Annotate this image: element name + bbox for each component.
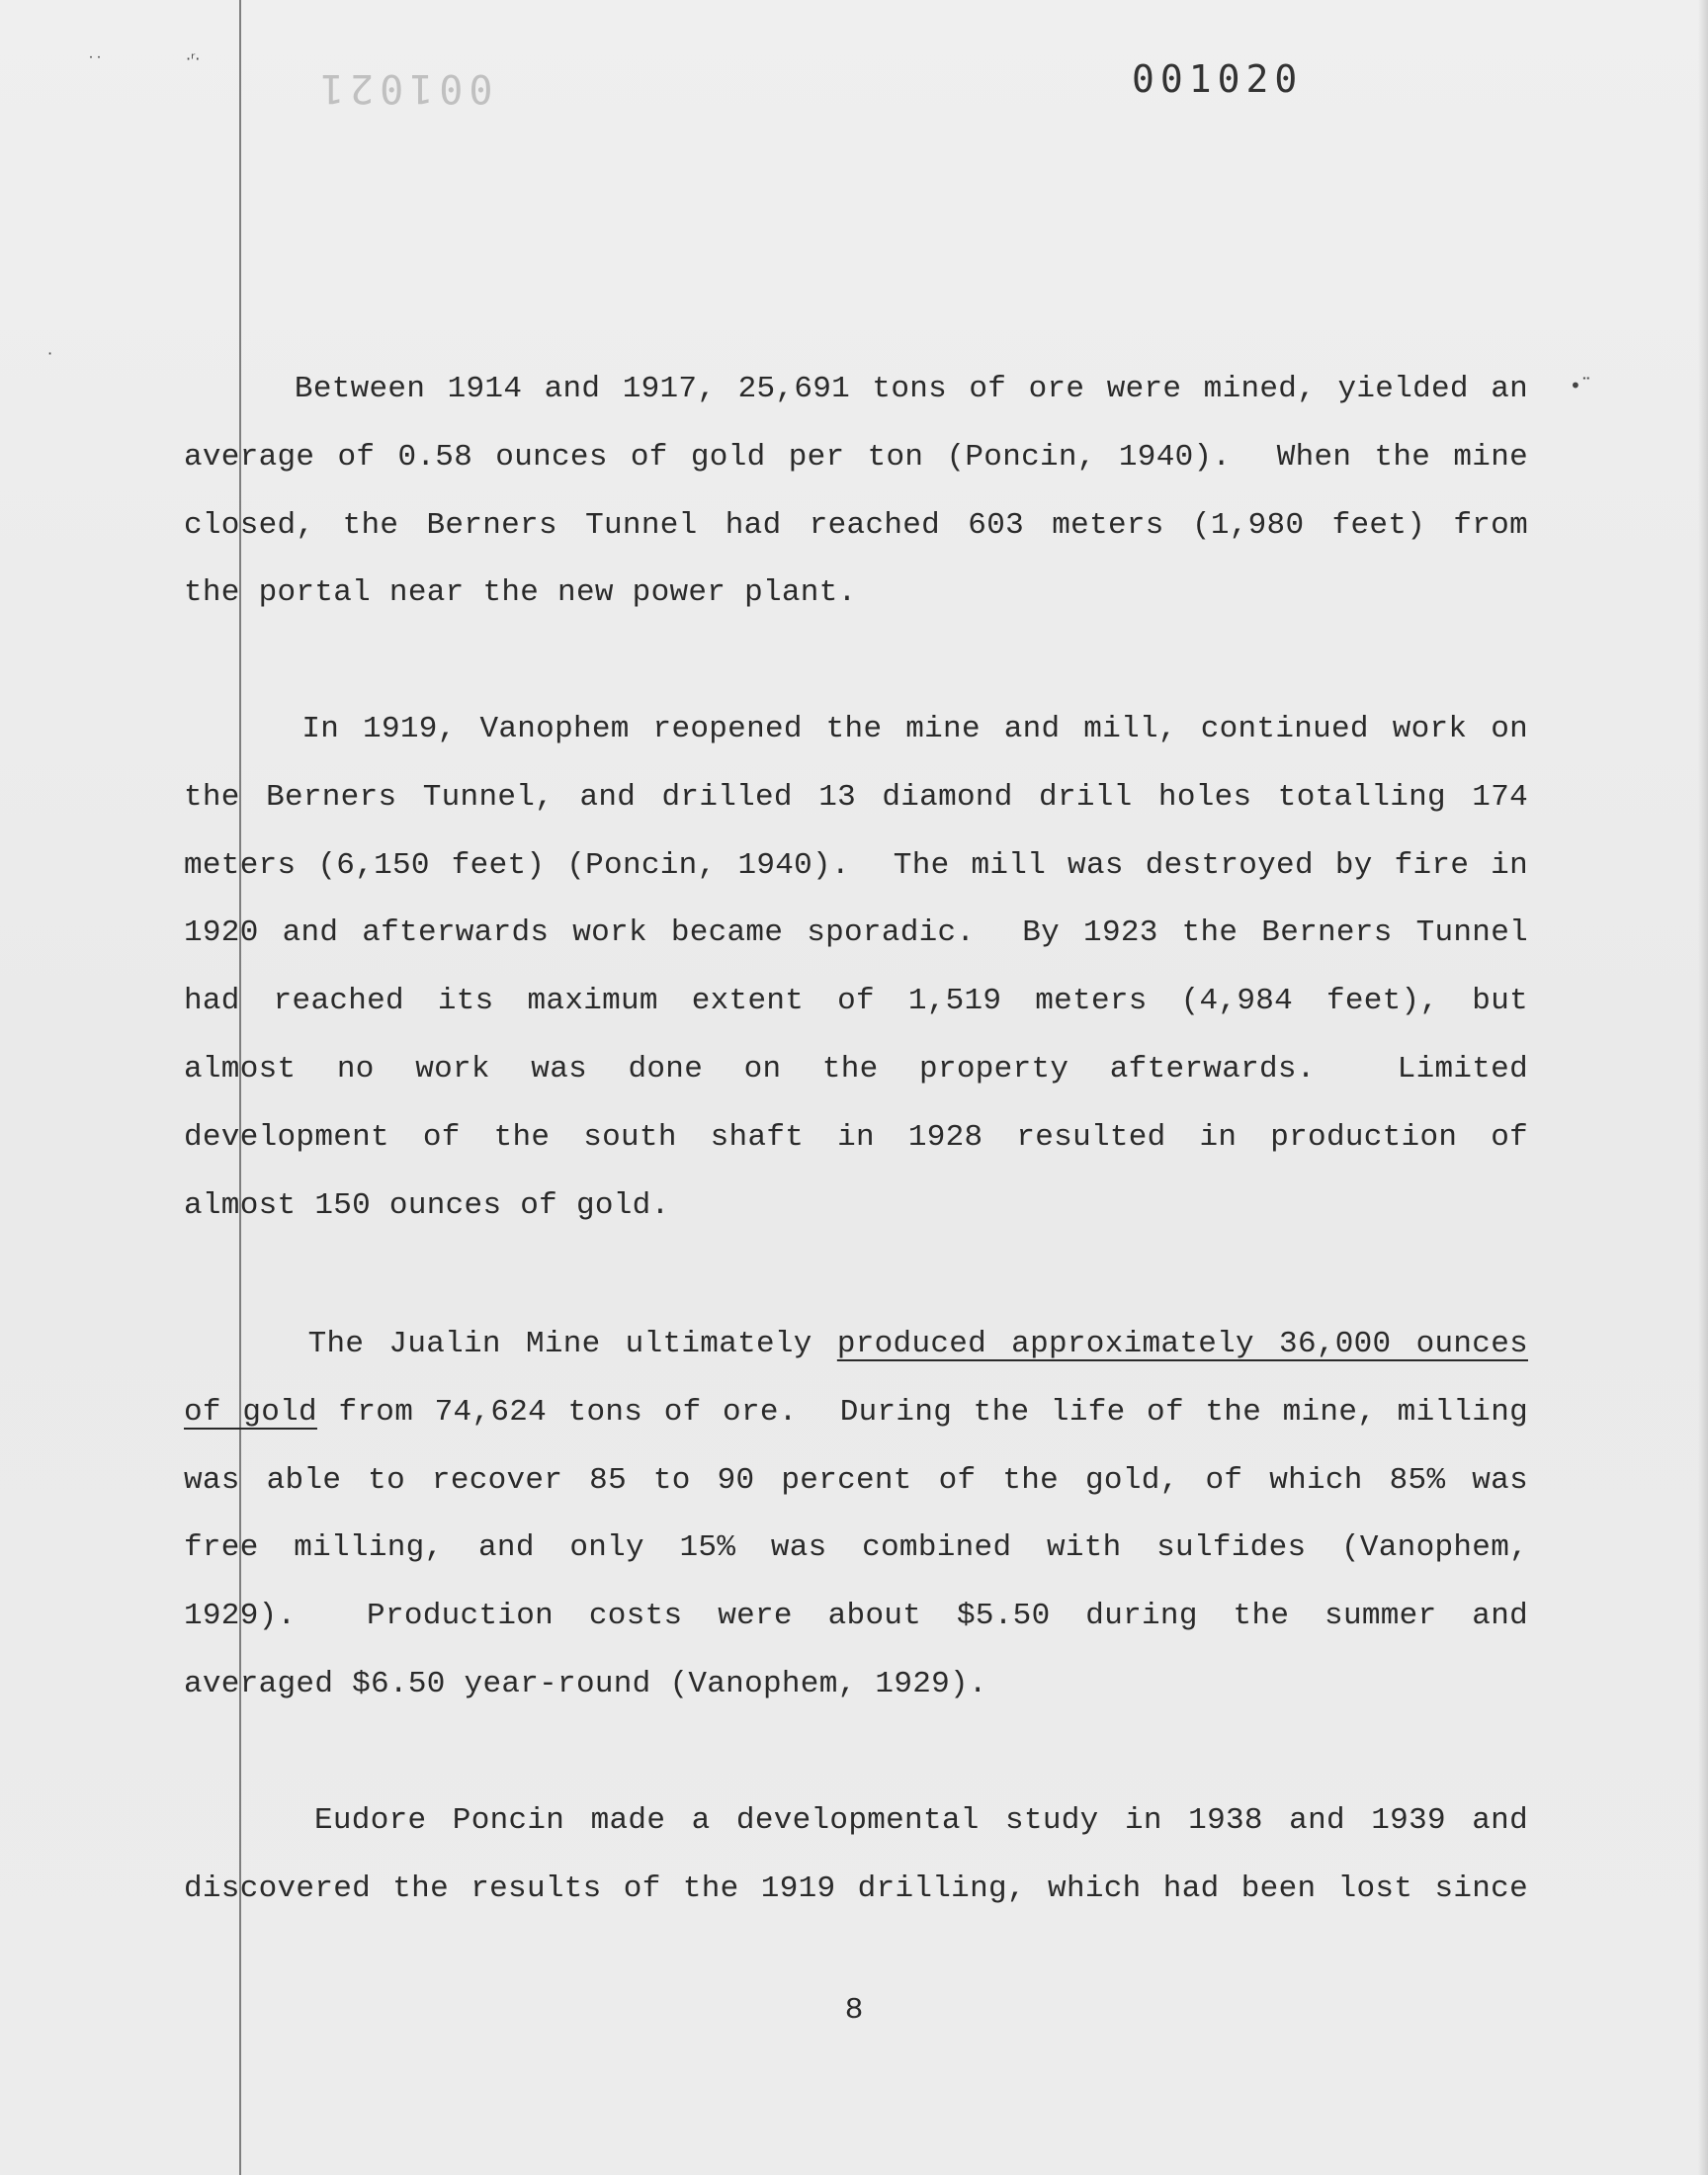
text-line: Eudore Poncin made a developmental study in 1938 and 1939 and (184, 1803, 1528, 1838)
page-number: 8 (844, 1993, 864, 2028)
text-line: the Berners Tunnel, and drilled 13 diamond drill holes totalling 174 (184, 779, 1528, 815)
bleed-through-document-number: 001021 (314, 65, 493, 111)
text-line (184, 1379, 1528, 1447)
text-line: 1929). Production costs were about $5.50 during the summer and (184, 1599, 1528, 1634)
text-line: almost 150 ounces of gold. (184, 1187, 670, 1223)
text-line: had reached its maximum extent of 1,519 meters (4,984 feet), but (184, 984, 1528, 1019)
text-line: 1920 and afterwards work became sporadic. By 1923 the Berners Tunnel (184, 915, 1528, 951)
text-line: meters (6,150 feet) (Poncin, 1940). The mill was destroyed by fire in (184, 847, 1528, 883)
text-line: the portal near the new power plant. (184, 575, 857, 611)
scan-speck: · (47, 344, 53, 363)
scan-speck: •¨ (1570, 374, 1591, 397)
paragraph-1 (184, 356, 1528, 628)
text-line: Between 1914 and 1917, 25,691 tons of ore were mined, yielded an (184, 372, 1528, 406)
underlined-text: produced approximately 36,000 ounces (836, 1327, 1528, 1361)
paragraph-2 (184, 696, 1528, 1240)
page-edge-shadow (1698, 0, 1708, 2175)
text-line: closed, the Berners Tunnel had reached 603 meters (1,980 feet) from (184, 507, 1528, 543)
paragraph-4 (184, 1787, 1528, 1924)
scan-speck: ·ʳ· (186, 49, 201, 68)
text-line: averaged $6.50 year-round (Vanophem, 1929). (184, 1666, 987, 1701)
text-line: free milling, and only 15% was combined with sulfides (Vanophem, (184, 1530, 1528, 1566)
text-segment: from 74,624 tons of ore. During the life of the mine, milling (316, 1394, 1528, 1430)
text-line: development of the south shaft in 1928 resulted in production of (184, 1119, 1528, 1155)
text-segment: The Jualin Mine ultimately (184, 1327, 837, 1361)
document-number-stamp: 001020 (1132, 57, 1304, 101)
text-line: discovered the results of the 1919 drilling, which had been lost since (184, 1870, 1528, 1906)
scan-speck: ˙˙ (87, 53, 103, 72)
text-line: was able to recover 85 to 90 percent of the gold, of which 85% was (184, 1462, 1528, 1498)
text-line (184, 1311, 1528, 1379)
text-line: almost no work was done on the property afterwards. Limited (184, 1051, 1528, 1087)
paragraph-3 (184, 1311, 1528, 1719)
underlined-text: of gold (184, 1394, 317, 1430)
text-line: In 1919, Vanophem reopened the mine and mill, continued work on (184, 712, 1528, 746)
text-line: average of 0.58 ounces of gold per ton (Poncin, 1940). When the mine (184, 439, 1528, 475)
